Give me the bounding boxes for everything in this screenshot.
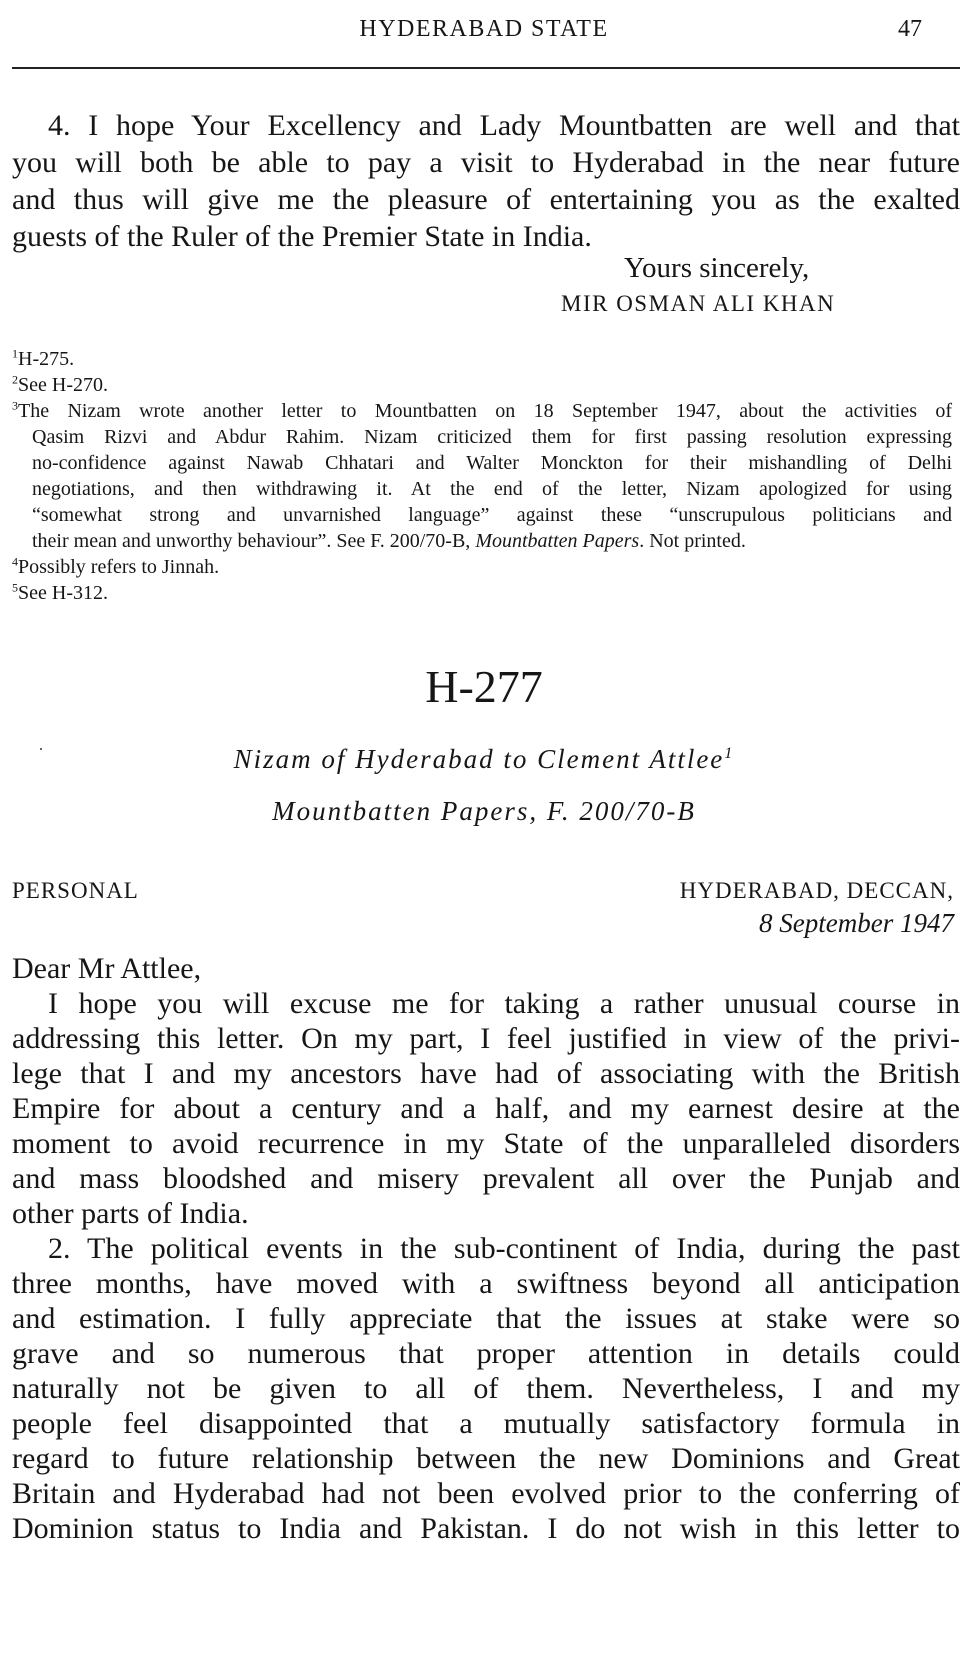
- letter-line: grave and so numerous that proper attention in details could: [12, 1337, 960, 1370]
- footnote: [12, 580, 952, 606]
- letter-line: three months, have moved with a swiftness beyond all anticipation: [12, 1267, 960, 1300]
- valediction: Yours sincerely,: [624, 252, 810, 284]
- salutation: Dear Mr Attlee,: [12, 952, 202, 985]
- footnote: [12, 346, 952, 372]
- letter-line: moment to avoid recurrence in my State of the unparalleled disorders: [12, 1127, 960, 1160]
- letter-line: addressing this letter. On my part, I feel justified in view of the privi-: [12, 1022, 960, 1055]
- letter-line: regard to future relationship between the new Dominions and Great: [12, 1442, 960, 1475]
- paragraph-line: and thus will give me the pleasure of entertaining you as the exalted: [12, 183, 960, 216]
- header-rule: [12, 67, 960, 69]
- document-heading: [0, 744, 968, 775]
- letter-line: Britain and Hyderabad had not been evolved prior to the conferring of: [12, 1477, 960, 1510]
- footnote-line: negotiations, and then withdrawing it. At the end of the letter, Nizam apologized for using: [32, 478, 952, 500]
- letter-date: 8 September 1947: [759, 908, 954, 938]
- letter-line: and mass bloodshed and misery prevalent all over the Punjab and: [12, 1162, 960, 1195]
- footnote-text: See H-270.: [18, 374, 108, 396]
- footnote-text: Possibly refers to Jinnah.: [18, 556, 220, 578]
- letter-line: lege that I and my ancestors have had of associating with the British: [12, 1057, 960, 1090]
- running-title: HYDERABAD STATE: [359, 16, 609, 42]
- letter-line: I hope you will excuse me for taking a rather unusual course in: [48, 987, 960, 1020]
- footnote-mark: 2: [12, 372, 18, 387]
- footnote-mark: 1: [724, 744, 735, 762]
- footnote-line: “somewhat strong and unvarnished language” against these “unscrupulous politicians and: [32, 504, 952, 526]
- footnote: [12, 554, 952, 580]
- footnote-line: Qasim Rizvi and Abdur Rahim. Nizam criticized them for first passing resolution expressing: [32, 426, 952, 448]
- letter-line: Empire for about a century and a half, and my earnest desire at the: [12, 1092, 960, 1125]
- footnote-source-title: Mountbatten Papers: [475, 530, 640, 552]
- letter-line: Dominion status to India and Pakistan. I do not wish in this letter to: [12, 1512, 960, 1545]
- document-heading-text: Nizam of Hyderabad to Clement Attlee: [233, 744, 725, 774]
- letter-line: 2. The political events in the sub-continent of India, during the past: [48, 1232, 960, 1265]
- footnote-line: [32, 528, 952, 554]
- letter-line: other parts of India.: [12, 1197, 249, 1230]
- footnote-text: See H-312.: [18, 582, 108, 604]
- footnote-mark: 1: [12, 346, 18, 361]
- footnote-line: no-confidence against Nawab Chhatari and Walter Monckton for their mishandling of Delhi: [32, 452, 952, 474]
- classification-label: PERSONAL: [12, 878, 139, 903]
- page-number: 47: [898, 16, 922, 42]
- letter-place: HYDERABAD, DECCAN,: [679, 878, 954, 903]
- letter-line: and estimation. I fully appreciate that the issues at stake were so: [12, 1302, 960, 1335]
- letter-line: naturally not be given to all of them. Nevertheless, I and my: [12, 1372, 960, 1405]
- footnote-text: H-275.: [18, 348, 75, 370]
- footnote-text: their mean and unworthy behaviour”. See F. 200/70-B,: [32, 530, 471, 552]
- paragraph-line: guests of the Ruler of the Premier State in India.: [12, 220, 592, 253]
- footnote-mark: 5: [12, 580, 18, 595]
- footnote: [12, 372, 952, 398]
- footnote-text: . Not printed.: [639, 530, 746, 552]
- footnote-mark: 4: [12, 554, 18, 569]
- document-source: Mountbatten Papers, F. 200/70-B: [272, 796, 696, 826]
- footnote: [12, 398, 952, 424]
- footnote-mark: 3: [12, 398, 18, 413]
- paragraph-line: 4. I hope Your Excellency and Lady Mountbatten are well and that: [48, 109, 960, 142]
- footnote-text: The Nizam wrote another letter to Mountbatten on 18 September 1947, about the activities of: [18, 400, 952, 422]
- paragraph-line: you will both be able to pay a visit to Hyderabad in the near future: [12, 146, 960, 179]
- signature: MIR OSMAN ALI KHAN: [561, 291, 836, 316]
- document-number: H-277: [425, 661, 543, 712]
- letter-line: people feel disappointed that a mutually satisfactory formula in: [12, 1407, 960, 1440]
